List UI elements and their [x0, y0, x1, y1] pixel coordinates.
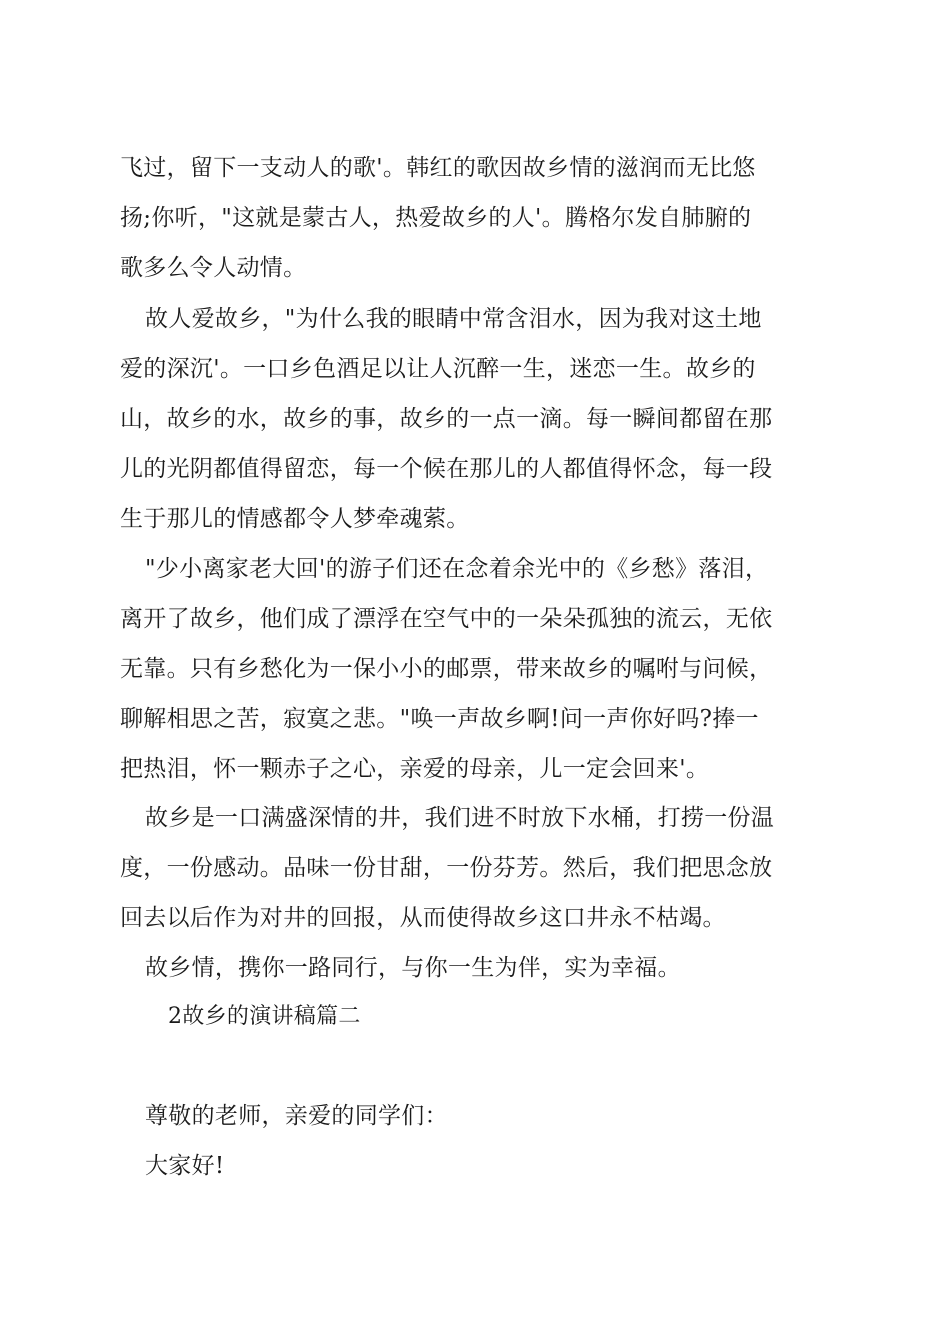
paragraph-line: 故乡情，携你一路同行，与你一生为伴，实为幸福。 — [145, 955, 681, 981]
paragraph-line: 歌多么令人动情。 — [120, 255, 307, 281]
paragraph-line: "少小离家老大回'的游子们还在念着余光中的《乡愁》落泪， — [145, 556, 769, 582]
paragraph-line: 飞过，留下一支动人的歌'。韩红的歌因故乡情的滋润而无比悠 — [120, 155, 756, 181]
section-heading: 2故乡的演讲稿篇二 — [168, 1004, 361, 1029]
paragraph-line: 扬;你听，"这就是蒙古人，热爱故乡的人'。腾格尔发自肺腑的 — [120, 205, 752, 231]
paragraph-line: 回去以后作为对井的回报，从而使得故乡这口井永不枯竭。 — [120, 905, 726, 931]
paragraph-line: 聊解相思之苦，寂寞之悲。"唤一声故乡啊!问一声你好吗?捧一 — [120, 706, 759, 732]
paragraph-line: 把热泪，怀一颗赤子之心，亲爱的母亲，儿一定会回来'。 — [120, 756, 710, 782]
paragraph-line: 无靠。只有乡愁化为一保小小的邮票，带来故乡的嘱咐与问候， — [120, 656, 773, 682]
paragraph-line: 爱的深沉'。一口乡色酒足以让人沉醉一生，迷恋一生。故乡的 — [120, 356, 756, 382]
salutation: 尊敬的老师，亲爱的同学们： — [145, 1103, 448, 1129]
paragraph-line: 离开了故乡，他们成了漂浮在空气中的一朵朵孤独的流云，无依 — [120, 606, 773, 632]
paragraph-line: 故人爱故乡，"为什么我的眼睛中常含泪水，因为我对这土地 — [145, 306, 762, 332]
paragraph-line: 故乡是一口满盛深情的井，我们进不时放下水桶，打捞一份温 — [145, 805, 775, 831]
greeting: 大家好! — [145, 1153, 225, 1179]
paragraph-line: 儿的光阴都值得留恋，每一个候在那儿的人都值得怀念，每一段 — [120, 456, 773, 482]
paragraph-line: 度，一份感动。品味一份甘甜，一份芬芳。然后，我们把思念放 — [120, 855, 773, 881]
paragraph-line: 山，故乡的水，故乡的事，故乡的一点一滴。每一瞬间都留在那 — [120, 406, 773, 432]
paragraph-line: 生于那儿的情感都令人梦牵魂萦。 — [120, 506, 470, 532]
